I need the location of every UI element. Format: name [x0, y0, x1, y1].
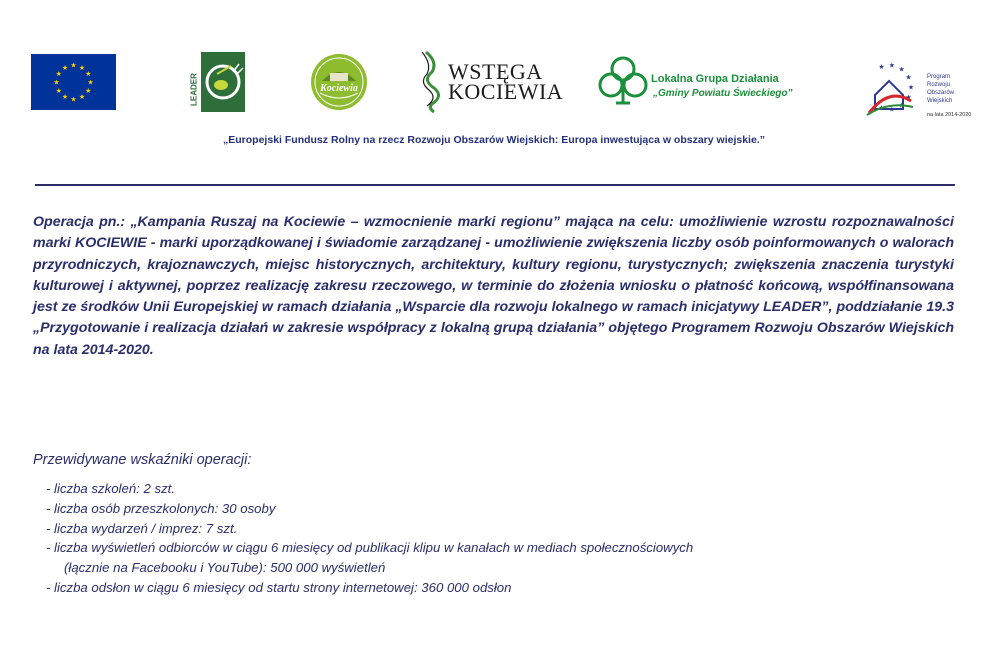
prow-emblem-icon — [855, 57, 925, 119]
leader-logo — [187, 52, 245, 112]
kociewie-badge-text: Kociewia — [320, 83, 358, 94]
indicators-list — [46, 479, 693, 598]
lgd-title: Lokalna Grupa Działania — [651, 73, 779, 85]
lgd-logo — [598, 55, 803, 107]
indicator-item: - liczba odsłon w ciągu 6 miesięcy od startu strony internetowej: 360 000 odsłon — [46, 579, 512, 595]
kociewie-badge-icon — [310, 53, 368, 111]
eu-star-icon: ★ — [55, 71, 62, 78]
fund-statement: „Europejski Fundusz Rolny na rzecz Rozwoju Obszarów Wiejskich: Europa inwestująca w obszary wiejskie.” — [223, 134, 765, 146]
eu-star-icon: ★ — [61, 94, 69, 102]
divider — [35, 184, 955, 186]
operation-description: Operacja pn.: „Kampania Ruszaj na Kociewie – wzmocnienie marki regionu” mająca na celu: umożliwienie wzrostu rozpoznawalności marki KOCIEWIE - marki uporządkowanej i świadomie zarządzanej - umożliwienie zwiększenia liczby osób poinformowanych o walorach przyrodniczych, krajoznawczych, miejsc historycznych, architektury, kultury regionu, turystycznych; zwiększenia znaczenia turystyki kulturowej i aktywnej, poprzez realizację zakresu rzeczowego, w terminie do złożenia wniosku o płatność końcową, współfinansowana jest ze środków Unii Europejskiej w ramach działania „Wsparcie dla rozwoju lokalnego w ramach inicjatywy LEADER”, poddziałanie 19.3 „Przygotowanie i realizacja działań w zakresie współpracy z lokalną grupą działania” objętego Programem Rozwoju Obszarów Wiejskich na lata 2014-2020. — [33, 214, 954, 358]
eu-star-icon: ★ — [70, 62, 77, 70]
eu-star-icon: ★ — [53, 79, 60, 87]
wstega-line1: WSTĘGA — [448, 59, 543, 84]
prow-line-3: Obszarów — [927, 90, 955, 96]
prow-star-icon: ★ — [878, 105, 885, 113]
prow-star-icon: ★ — [888, 62, 896, 70]
ribbon-icon — [418, 50, 448, 114]
wstega-line2: KOCIEWIA — [448, 79, 564, 104]
prow-star-icon: ★ — [898, 66, 905, 74]
prow-star-icon: ★ — [905, 74, 912, 82]
indicator-item: - liczba osób przeszkolonych: 30 osoby — [46, 500, 276, 516]
eu-star-icon: ★ — [85, 88, 92, 95]
prow-line-1: Program — [927, 74, 951, 80]
indicator-item: - liczba wyświetleń odbiorców w ciągu 6 miesięcy od publikacji klipu w kanałach w mediach społecznościowych — [46, 540, 694, 556]
prow-star-icon: ★ — [905, 94, 912, 102]
prow-logo — [855, 57, 972, 119]
prow-line-2: Rozwoju — [927, 82, 951, 88]
eu-star-icon: ★ — [55, 88, 62, 95]
indicator-item-continuation: (łącznie na Facebooku i YouTube): 500 000 wyświetleń — [64, 560, 386, 576]
eu-star-icon: ★ — [78, 94, 86, 102]
prow-star-icon: ★ — [888, 106, 896, 114]
prow-line-4: Wiejskich — [927, 98, 953, 104]
eu-star-icon: ★ — [70, 96, 77, 104]
indicators-title: Przewidywane wskaźniki operacji: — [33, 452, 252, 468]
eu-star-icon: ★ — [85, 71, 92, 78]
prow-star-icon: ★ — [898, 102, 905, 110]
logo-bar — [0, 0, 988, 130]
indicator-item: - liczba szkoleń: 2 szt. — [46, 481, 175, 496]
indicator-item: - liczba wydarzeń / imprez: 7 szt. — [46, 520, 238, 536]
eu-star-icon: ★ — [61, 64, 69, 72]
prow-years: na lata 2014-2020 — [927, 112, 972, 118]
wstega-kociewia-logo — [418, 50, 564, 114]
prow-star-icon: ★ — [907, 84, 915, 92]
eu-star-icon: ★ — [78, 64, 86, 72]
leader-label: LEADER — [189, 73, 199, 106]
eu-star-icon: ★ — [87, 79, 94, 87]
lgd-subtitle: „Gminy Powiatu Świeckiego” — [653, 88, 793, 99]
kociewie-badge-logo — [310, 53, 368, 111]
eu-flag-icon — [31, 54, 116, 110]
clover-icon — [598, 55, 648, 107]
prow-star-icon: ★ — [878, 63, 885, 71]
